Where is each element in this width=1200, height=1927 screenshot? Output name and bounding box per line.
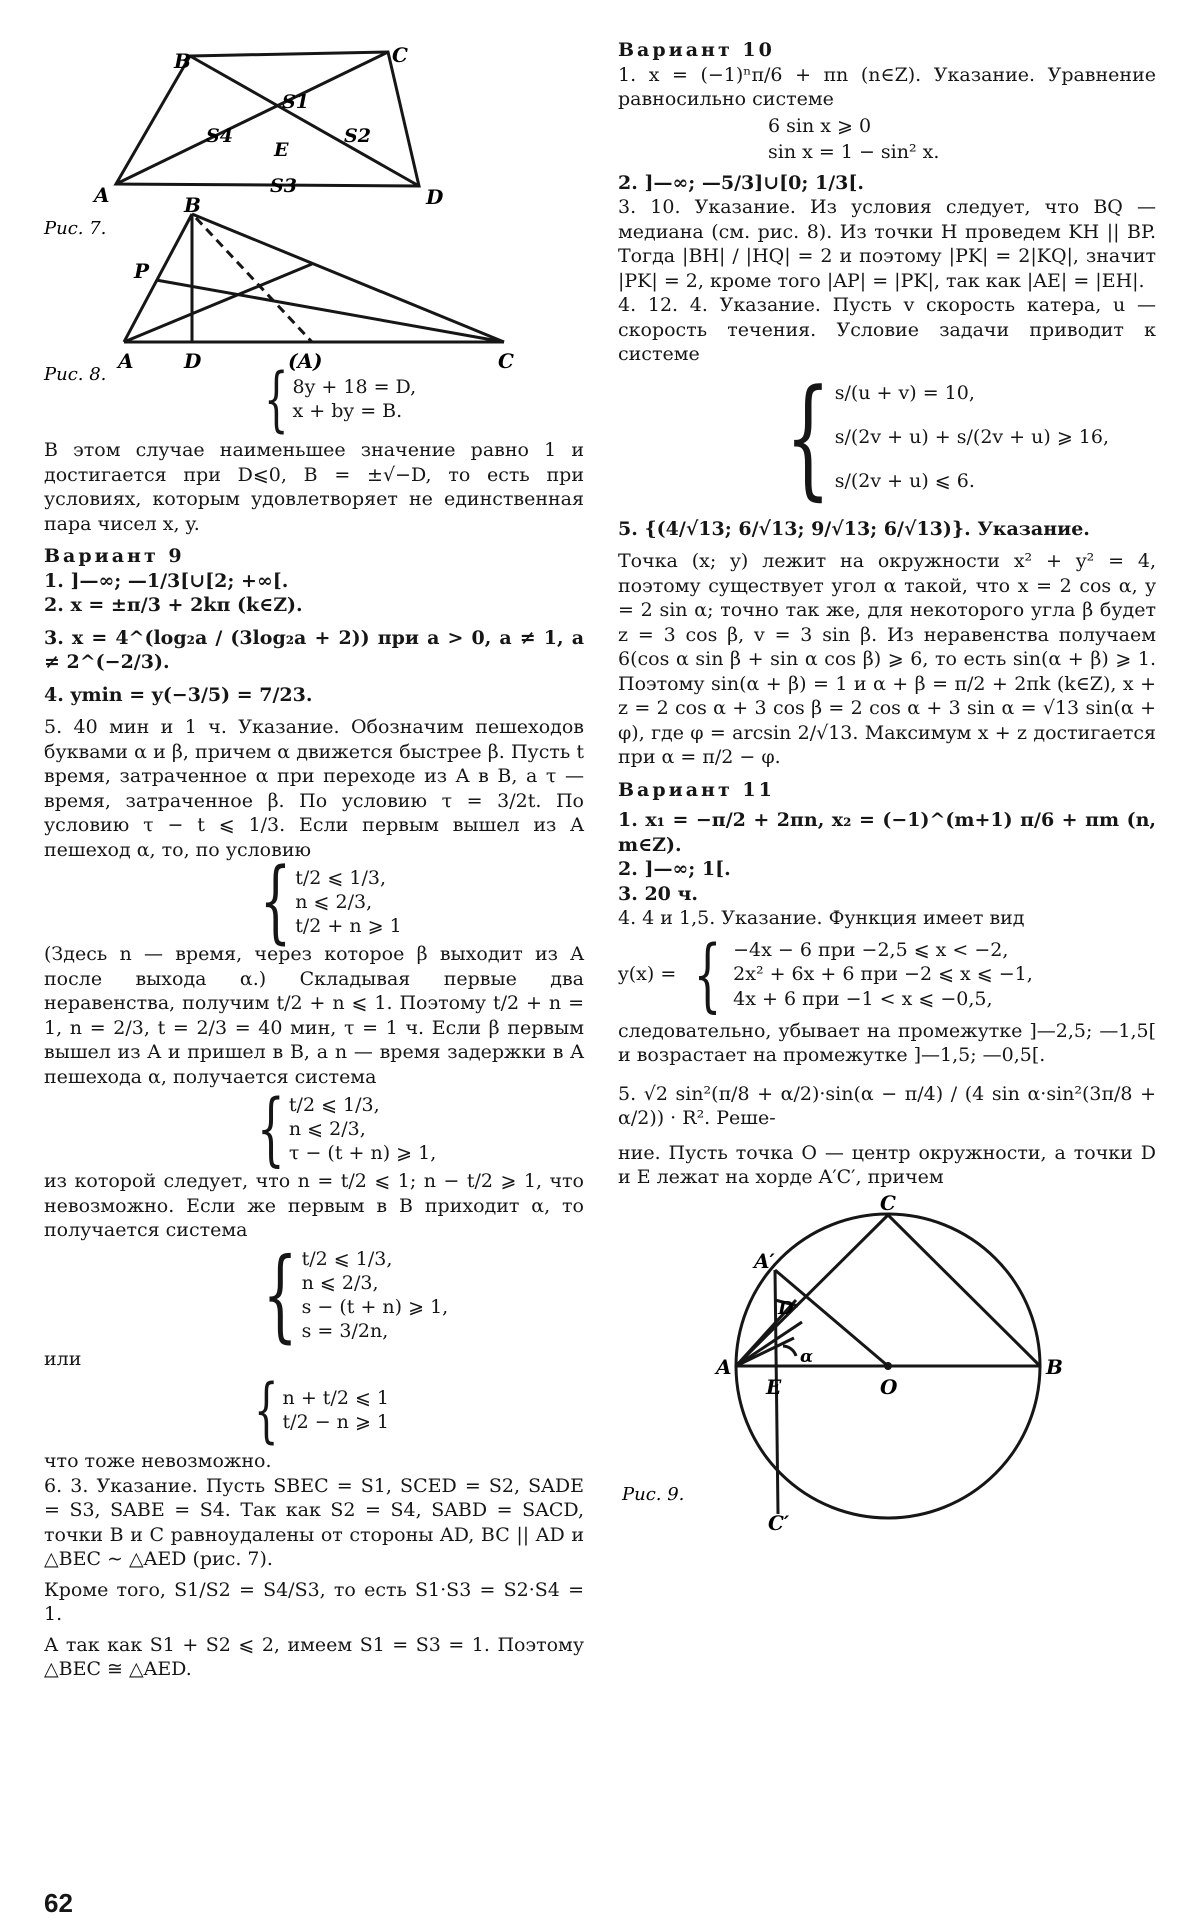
v9-answer-6c: А так как S1 + S2 ⩽ 2, имеем S1 = S3 = 1. Поэтому △BEC ≅ △AED. <box>44 1633 584 1680</box>
label-a: A <box>716 1354 732 1379</box>
eq-line: s − (t + n) ⩾ 1, <box>301 1295 449 1318</box>
eq-line: n ⩽ 2/3, <box>295 891 373 913</box>
v10-answer-4: 4. 12. 4. Указание. Пусть v скорость катера, u — скорость течения. Условие задачи приводит к системе <box>618 294 1156 365</box>
v9-answer-1: 1. ]—∞; —1/3[∪[2; +∞[. <box>44 569 289 592</box>
v9-answer-2: 2. x = ±π/3 + 2kπ (k∈Z). <box>44 594 303 616</box>
right-column <box>618 38 1156 1535</box>
eq-line: n + t/2 ⩽ 1 <box>282 1387 389 1409</box>
chord-ac <box>736 1215 888 1366</box>
y-of-x: y(x) = <box>618 963 677 986</box>
eq-line: t/2 + n ⩾ 1 <box>295 915 402 937</box>
label-a: A <box>118 349 134 373</box>
system-a: { 8y + 18 = D, x + by = B. <box>264 358 417 440</box>
label-alpha: α <box>800 1346 814 1367</box>
eq-line: s/(u + v) = 10, <box>834 381 975 404</box>
word-or: или <box>44 1347 82 1370</box>
label-c-prime: C′ <box>768 1510 790 1535</box>
eq-line: 8y + 18 = D, <box>292 376 417 398</box>
eq-line: −4x − 6 при −2,5 ⩽ x < −2, <box>733 938 1009 961</box>
label-s3: S3 <box>270 175 297 197</box>
eq-line: t/2 ⩽ 1/3, <box>288 1094 380 1116</box>
v9-answer-6a: 6. 3. Указание. Пусть SBEC = S1, SCED = S2, SADE = S3, SABE = S4. Так как S2 = S4, SABD = SACD, точки B и C равноудалены от стороны AD, BC || AD и △BEC ∼ △AED (рис. 7). <box>44 1474 584 1570</box>
v11-answer-3: 3. 20 ч. <box>618 882 699 905</box>
label-d: D <box>778 1297 794 1319</box>
label-o: O <box>880 1374 898 1399</box>
v9-answer-6b: Кроме того, S1/S2 = S4/S3, то есть S1·S3 = S2·S4 = 1. <box>44 1578 584 1625</box>
v9-answer-4: 4. ymin = y(−3/5) = 7/23. <box>44 683 313 706</box>
label-d: D <box>426 185 444 209</box>
label-s4: S4 <box>206 125 233 147</box>
figure-8 <box>44 193 584 385</box>
eq-line: s/(2v + u) ⩽ 6. <box>834 469 975 492</box>
v11-answer-2: 2. ]—∞; 1[. <box>618 858 731 880</box>
label-c: C <box>880 1190 896 1215</box>
label-b: B <box>1046 1354 1063 1379</box>
label-b: B <box>184 193 201 217</box>
system-d: { t/2 ⩽ 1/3, n ⩽ 2/3, s − (t + n) ⩾ 1, s = 3/2n, <box>262 1235 449 1353</box>
v9-answer-5a: 5. 40 мин и 1 ч. Указание. Обозначим пешеходов буквами α и β, причем α движется быстрее β. Пусть t время, затраченное α при переходе из A в B, а τ — время, затраченное β. По условию τ = 3/2t. По условию τ − t ⩽ 1/3. Если первым вышел из A пешеход α, то, по условию <box>44 716 584 861</box>
label-s2: S2 <box>344 125 371 147</box>
v9-answer-5b: (Здесь n — время, через которое β выходит из A после выхода α.) Складывая первые два неравенства, получим t/2 + n ⩽ 1. Поэтому t/2 + n = 1, n = 2/3, t = 2/3 = 40 мин, τ = 1 ч. Если β первым вышел из A и пришел в B, а n — время задержки в A пешехода α, получается система <box>44 943 584 1088</box>
v11-answer-5b: ние. Пусть точка O — центр окружности, а точки D и E лежат на хорде A′C′, причем <box>618 1141 1156 1188</box>
diagonal-bd <box>190 56 419 186</box>
label-e: E <box>766 1374 782 1399</box>
figure-7 <box>44 38 584 239</box>
label-e: E <box>274 139 289 161</box>
system-e: { n + t/2 ⩽ 1 t/2 − n ⩾ 1 <box>254 1369 389 1451</box>
v10-eq2: sin x = 1 − sin² x. <box>768 141 940 163</box>
v11-answer-4b: следовательно, убывает на промежутке ]—2,5; —1,5[ и возрастает на промежутке ]—1,5; —0,5[. <box>618 1019 1156 1066</box>
v11-answer-4: 4. 4 и 1,5. Указание. Функция имеет вид <box>618 907 1025 929</box>
v10-answer-3: 3. 10. Указание. Из условия следует, что BQ — медиана (см. рис. 8). Из точки H проведем KH || BP. Тогда |BH| / |HQ| = 2 и поэтому |PK| = 2|KQ|, значит |PK| = 2, кроме того |AP| = |PK|, так как |AE| = |EH|. <box>618 196 1156 292</box>
eq-line: t/2 ⩽ 1/3, <box>301 1247 393 1270</box>
center-dot <box>884 1362 892 1370</box>
v9-answer-5d: что тоже невозможно. <box>44 1450 272 1472</box>
eq-line: t/2 ⩽ 1/3, <box>295 867 387 889</box>
system-b: { t/2 ⩽ 1/3, n ⩽ 2/3, t/2 + n ⩾ 1 <box>259 849 402 954</box>
page-number: 62 <box>44 1888 73 1918</box>
v10-answer-2: 2. ]—∞; —5/3]∪[0; 1/3[. <box>618 171 865 194</box>
left-column <box>44 38 584 1682</box>
label-b: B <box>174 49 191 73</box>
eq-line: s/(2v + u) + s/(2v + u) ⩾ 16, <box>834 425 1110 448</box>
eq-line: t/2 − n ⩾ 1 <box>282 1411 389 1433</box>
label-p: P <box>134 259 150 283</box>
eq-line: s = 3/2n, <box>301 1319 389 1342</box>
chord-cb <box>888 1215 1040 1366</box>
variant-10-title: Вариант 10 <box>618 39 775 61</box>
eq-line: n ⩽ 2/3, <box>288 1118 366 1140</box>
v10-answer-5a: 5. {(4/√13; 6/√13; 9/√13; 6/√13)}. Указание. <box>618 517 1090 540</box>
label-c: C <box>498 349 514 373</box>
piecewise-function: y(x) = { −4x − 6 при −2,5 ⩽ x < −2, 2x² + 6x + 6 при −2 ⩽ x ⩽ −1, 4x + 6 при −1 < x ⩽ −0,5, <box>618 927 1033 1021</box>
system-c: { t/2 ⩽ 1/3, n ⩽ 2/3, τ − (t + n) ⩾ 1, <box>256 1082 437 1175</box>
label-d: D <box>184 349 202 373</box>
trapezoid <box>116 52 419 186</box>
v11-answer-1: 1. x₁ = −π/2 + 2πn, x₂ = (−1)^(m+1) π/6 + πm (n, m∈Z). <box>618 809 1156 856</box>
label-a: A <box>94 183 110 207</box>
eq-line: 2x² + 6x + 6 при −2 ⩽ x ⩽ −1, <box>733 963 1033 986</box>
fig7-caption: Рис. 7. <box>44 218 107 239</box>
v10-answer-5b: Точка (x; y) лежит на окружности x² + y² = 4, поэтому существует угол α такой, что x = 2 cos α, y = 2 sin α; точно так же, для некоторого угла β будет z = 3 cos β, v = 3 sin β. Из неравенства получаем 6(cos α sin β + sin α cos β) ⩾ 6, то есть sin(α + β) ⩾ 1. Поэтому sin(α + β) = 1 и α + β = π/2 + 2πk (k∈Z), x + z = 2 cos α + 3 cos β = 2 cos α + 3 sin α = √13 sin(α + φ), где φ = arcsin 2/√13. Максимум x + z достигается при α = π/2 − φ. <box>618 550 1156 768</box>
v10-answer-1: 1. x = (−1)ⁿπ/6 + πn (n∈Z). Указание. Уравнение равносильно системе <box>618 63 1156 110</box>
fig9-caption: Рис. 9. <box>622 1483 685 1505</box>
v10-eq1: 6 sin x ⩾ 0 <box>768 114 872 137</box>
eq-line: n ⩽ 2/3, <box>301 1271 379 1294</box>
diagonal-ac <box>116 52 388 184</box>
v9-answer-3: 3. x = 4^(log₂a / (3log₂a + 2)) при a > 0, a ≠ 1, a ≠ 2^(−2/3). <box>44 626 584 673</box>
eq-line: x + by = B. <box>292 400 403 422</box>
label-s1: S1 <box>282 91 309 113</box>
variant-9-title: Вариант 9 <box>44 545 185 567</box>
eq-line: τ − (t + n) ⩾ 1, <box>288 1142 437 1164</box>
label-c: C <box>392 43 408 67</box>
fig8-caption: Рис. 8. <box>44 364 107 385</box>
eq-line: 4x + 6 при −1 < x ⩽ −0,5, <box>733 987 993 1010</box>
variant-11-title: Вариант 11 <box>618 778 775 801</box>
label-a-prime: A′ <box>754 1248 775 1273</box>
paragraph-case: В этом случае наименьшее значение равно 1 и достигается при D⩽0, B = ±√−D, то есть при условиях, которым удовлетворяет не единственная пара чисел x, y. <box>44 439 584 535</box>
figure-9 <box>618 1190 1156 1535</box>
system-v10-4: { s/(u + v) = 10, s/(2v + u) + s/(2v + u) ⩾ 16, s/(2v + u) ⩽ 6. <box>785 360 1110 513</box>
v9-answer-5c: из которой следует, что n = t/2 ⩽ 1; n − t/2 ⩾ 1, что невозможно. Если же первым в B приходит α, то получается система <box>44 1170 584 1241</box>
label-a-paren: (A) <box>288 349 323 373</box>
v11-answer-5a: 5. √2 sin²(π/8 + α/2)·sin(α − π/4) / (4 sin α·sin²(3π/8 + α/2)) · R². Реше- <box>618 1082 1156 1129</box>
